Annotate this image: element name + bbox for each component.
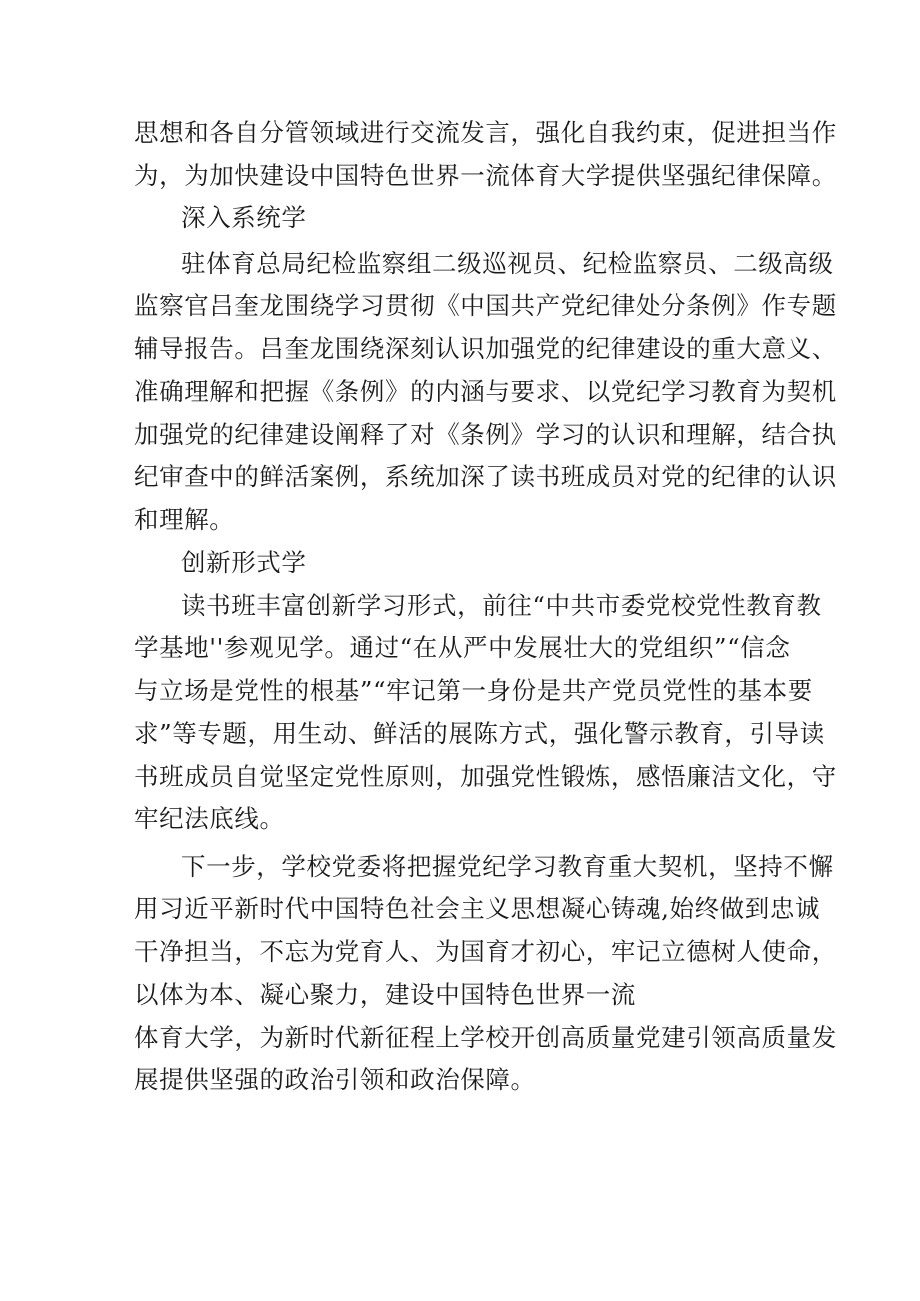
paragraph-line: 学基地''参观见学。通过“在从严中发展壮大的党组织”“信念 [134,633,791,662]
paragraph-line: 牢纪法底线。 [134,804,285,833]
paragraph-line: 纪审查中的鲜活案例，系统加深了读书班成员对党的纪律的认识 [134,462,837,491]
paragraph-line: 和理解。 [134,505,235,534]
paragraph-line: 加强党的纪律建设阐释了对《条例》学习的认识和理解，结合执 [134,420,837,449]
paragraph-line: 辅导报告。吕奎龙围绕深刻认识加强党的纪律建设的重大意义、 [134,334,837,363]
paragraph-line: 为，为加快建设中国特色世界一流体育大学提供坚强纪律保障。 [134,161,837,190]
paragraph-line: 用习近平新时代中国特色社会主义思想凝心铸魂,始终做到忠诚 [134,894,821,923]
paragraph-line: 监察官吕奎龙围绕学习贯彻《中国共产党纪律处分条例》作专题 [134,291,837,320]
paragraph-line: 书班成员自觉坚定党性原则，加强党性锻炼，感悟廉洁文化，守 [134,762,837,791]
section-heading: 创新形式学 [181,548,307,577]
paragraph-line: 展提供坚强的政治引领和政治保障。 [134,1065,536,1094]
paragraph-line: 读书班丰富创新学习形式，前往“中共市委党校党性教育教 [181,591,822,620]
paragraph-line: 驻体育总局纪检监察组二级巡视员、纪检监察员、二级高级 [181,249,834,278]
section-heading: 深入系统学 [181,203,307,232]
paragraph-line: 体育大学，为新时代新征程上学校开创高质量党建引领高质量发 [134,1023,837,1052]
paragraph-line: 求”等专题，用生动、鲜活的展陈方式，强化警示教育，引导读 [134,719,825,748]
paragraph-line: 以体为本、凝心聚力，建设中国特色世界一流 [134,980,636,1009]
paragraph-line: 干净担当，不忘为党育人、为国育才初心，牢记立德树人使命， [134,937,837,966]
paragraph-line: 思想和各自分管领域进行交流发言，强化自我约束，促进担当作 [134,118,837,147]
paragraph-line: 下一步，学校党委将把握党纪学习教育重大契机，坚持不懈 [181,852,834,881]
paragraph-line: 与立场是党性的根基”“牢记第一身份是共产党员党性的基本要 [134,676,813,705]
paragraph-line: 准确理解和把握《条例》的内涵与要求、以党纪学习教育为契机 [134,377,837,406]
